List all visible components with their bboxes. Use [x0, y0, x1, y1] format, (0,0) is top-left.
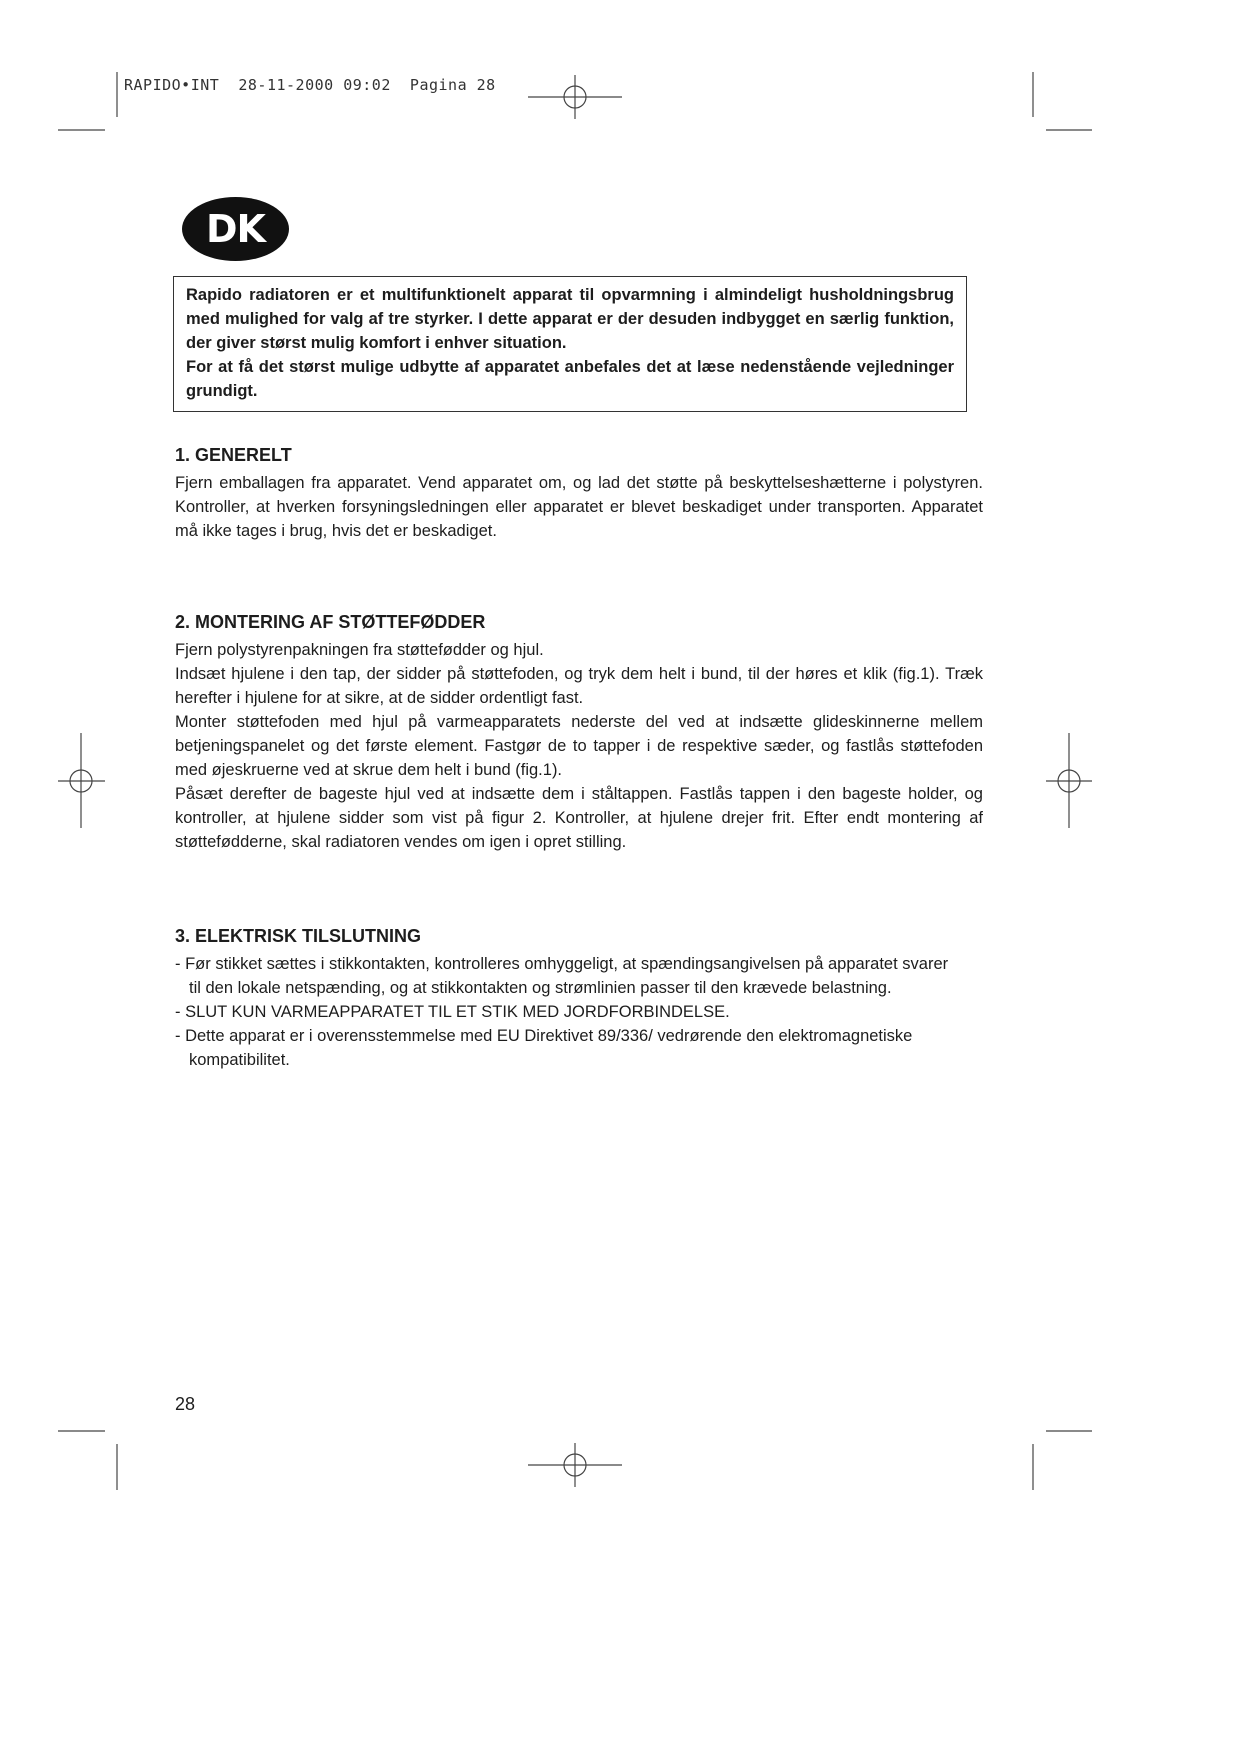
section-mounting-paragraph-3: Monter støttefoden med hjul på varmeapparatets nederste del ved at indsætte glideskinnerne mellem betjeningspanelet og det første element. Fastgør de to tapper i de respektive sæder, og fastlås støttefoden med øjeskruerne ved at skrue dem helt i bund (fig.1).	[175, 713, 983, 779]
section-general-body: Fjern emballagen fra apparatet. Vend apparatet om, og lad det støtte på beskyttelseshætterne i polystyren. Kontroller, at hverken forsyningsledningen eller apparatet er blevet beskadiget under transporten. Apparatet må ikke tages i brug, hvis det er beskadiget.	[175, 474, 983, 540]
section-mounting-heading: 2. MONTERING AF STØTTEFØDDER	[175, 612, 486, 632]
section-electrical-bullet-1-continued: til den lokale netspænding, og at stikkontakten og strømlinien passer til den krævede belastning.	[189, 979, 892, 997]
section-mounting-paragraph-2: Indsæt hjulene i den tap, der sidder på støttefoden, og tryk dem helt i bund, til der høres et klik (fig.1). Træk herefter i hjulene for at sikre, at de sidder ordentligt fast.	[175, 665, 983, 707]
section-electrical-heading: 3. ELEKTRISK TILSLUTNING	[175, 926, 422, 946]
registration-mark-bottom	[528, 1443, 622, 1487]
section-electrical-bullet-2: - SLUT KUN VARMEAPPARATET TIL ET STIK MED JORDFORBINDELSE.	[175, 1003, 730, 1021]
registration-mark-left	[58, 733, 105, 828]
print-slug: RAPIDO•INT 28-11-2000 09:02 Pagina 28	[124, 76, 496, 94]
intro-paragraph-2: For at få det størst mulige udbytte af apparatet anbefales det at læse nedenstående vejledninger grundigt.	[186, 358, 954, 400]
registration-mark-top	[528, 75, 622, 119]
section-mounting-paragraph-4: Påsæt derefter de bageste hjul ved at indsætte dem i ståltappen. Fastlås tappen i den bageste holder, og kontroller, at hjulene sidder som vist på figur 2. Kontroller, at hjulene drejer frit. Efter endt montering af støttefødderne, skal radiatoren vendes om igen i opret stilling.	[175, 785, 983, 851]
registration-mark-right	[1046, 733, 1092, 828]
section-general	[175, 443, 983, 543]
intro-box	[173, 276, 967, 412]
section-electrical-bullet-1: - Før stikket sættes i stikkontakten, kontrolleres omhyggeligt, at spændingsangivelsen på apparatet svarer	[175, 955, 949, 973]
section-electrical-bullet-3: - Dette apparat er i overensstemmelse med EU Direktivet 89/336/ vedrørende den elektromagnetiske	[175, 1027, 913, 1045]
section-mounting-paragraph-1: Fjern polystyrenpakningen fra støttefødder og hjul.	[175, 641, 544, 659]
intro-paragraph-1: Rapido radiatoren er et multifunktionelt apparat til opvarmning i almindeligt husholdningsbrug med mulighed for valg af tre styrker. I dette apparat er der desuden indbygget en særlig funktion, der giver størst mulig komfort i enhver situation.	[186, 286, 954, 352]
language-badge: DK	[182, 197, 289, 261]
section-general-heading: 1. GENERELT	[175, 445, 292, 465]
page-number: 28	[175, 1394, 196, 1414]
section-electrical	[175, 924, 983, 1072]
section-mounting	[175, 610, 983, 854]
section-electrical-bullet-3-continued: kompatibilitet.	[189, 1051, 290, 1069]
